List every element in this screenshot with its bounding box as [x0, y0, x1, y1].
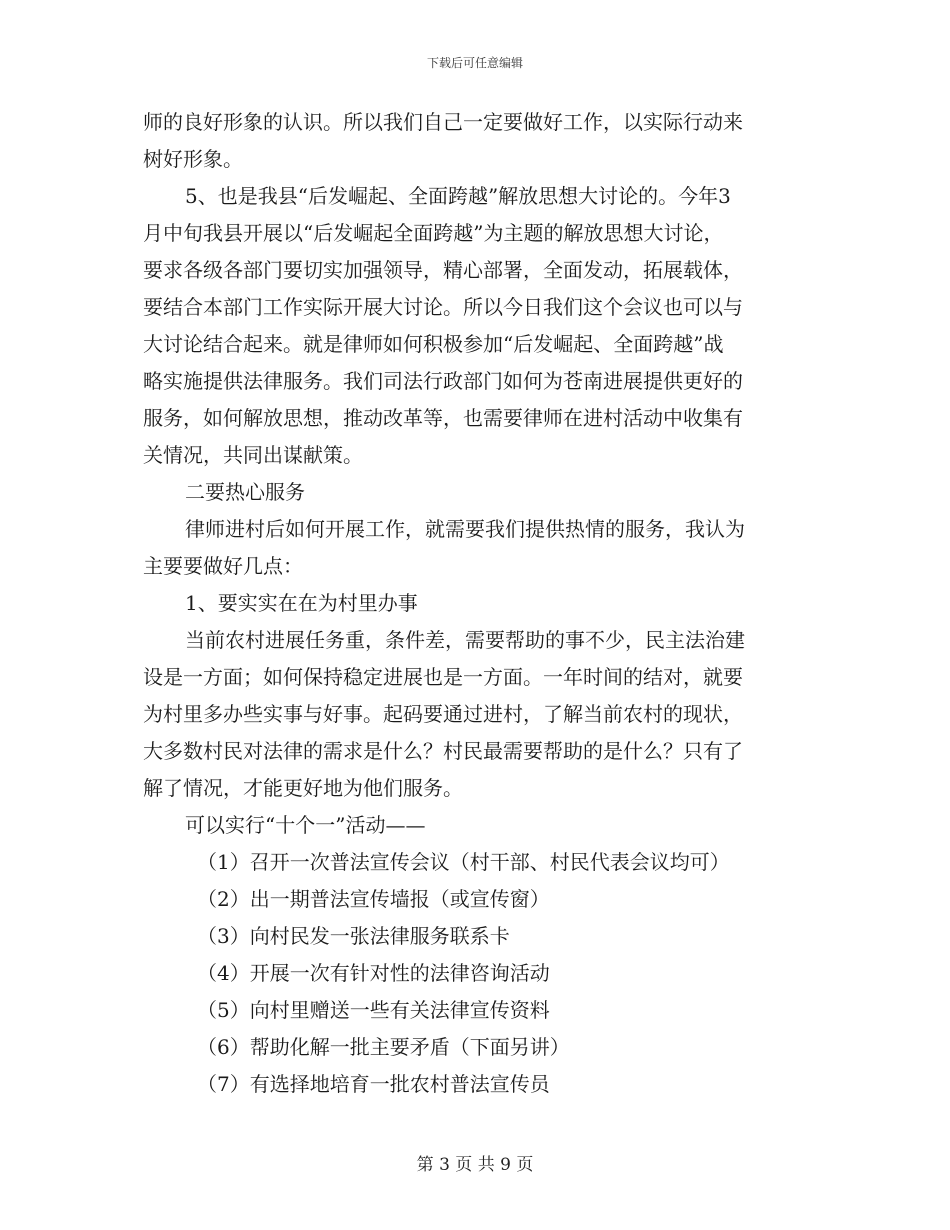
- text-line: 树好形象。: [143, 147, 243, 171]
- subsection-heading: 1、要实实在在为村里办事: [185, 591, 418, 615]
- text-line: 师的良好形象的认识。所以我们自己一定要做好工作，以实际行动来: [143, 110, 743, 134]
- list-item: （3）向村民发一张法律服务联系卡: [197, 924, 510, 948]
- text-line: 服务，如何解放思想，推动改革等，也需要律师在进村活动中收集有: [143, 406, 743, 430]
- text-line: 大讨论结合起来。就是律师如何积极参加“后发崛起、全面跨越”战: [143, 332, 724, 356]
- section-heading: 二要热心服务: [185, 480, 305, 504]
- text-line: 略实施提供法律服务。我们司法行政部门如何为苍南进展提供更好的: [143, 369, 743, 393]
- list-item: （7）有选择地培育一批农村普法宣传员: [197, 1072, 550, 1096]
- text-line: 设是一方面；如何保持稳定进展也是一方面。一年时间的结对，就要: [143, 665, 743, 689]
- text-line: 要求各级各部门要切实加强领导，精心部署，全面发动，拓展载体，: [143, 258, 743, 282]
- list-item: （5）向村里赠送一些有关法律宣传资料: [197, 998, 550, 1022]
- text-line: 要结合本部门工作实际开展大讨论。所以今日我们这个会议也可以与: [143, 295, 743, 319]
- text-line: 律师进村后如何开展工作，就需要我们提供热情的服务，我认为: [185, 517, 745, 541]
- list-item: （4）开展一次有针对性的法律咨询活动: [197, 961, 550, 985]
- page-footer: 第 3 页 共 9 页: [416, 1155, 534, 1175]
- document-body: [143, 104, 807, 1103]
- list-item: （1）召开一次普法宣传会议（村干部、村民代表会议均可）: [197, 850, 730, 874]
- text-line: 月中旬我县开展以“后发崛起全面跨越”为主题的解放思想大讨论，: [143, 221, 724, 245]
- text-line: 5、也是我县“后发崛起、全面跨越”解放思想大讨论的。今年3: [185, 184, 731, 208]
- list-item: （2）出一期普法宣传墙报（或宣传窗）: [197, 887, 550, 911]
- text-line: 大多数村民对法律的需求是什么？村民最需要帮助的是什么？只有了: [143, 739, 743, 763]
- text-line: 当前农村进展任务重，条件差，需要帮助的事不少，民主法治建: [185, 628, 745, 652]
- list-item: （6）帮助化解一批主要矛盾（下面另讲）: [197, 1035, 570, 1059]
- text-line: 可以实行“十个一”活动——: [185, 813, 426, 837]
- text-line: 关情况，共同出谋献策。: [143, 443, 363, 467]
- text-line: 解了情况，才能更好地为他们服务。: [143, 776, 463, 800]
- text-line: 主要要做好几点：: [143, 554, 303, 578]
- page-header: 下载后可任意编辑: [426, 56, 523, 70]
- text-line: 为村里多办些实事与好事。起码要通过进村，了解当前农村的现状，: [143, 702, 743, 726]
